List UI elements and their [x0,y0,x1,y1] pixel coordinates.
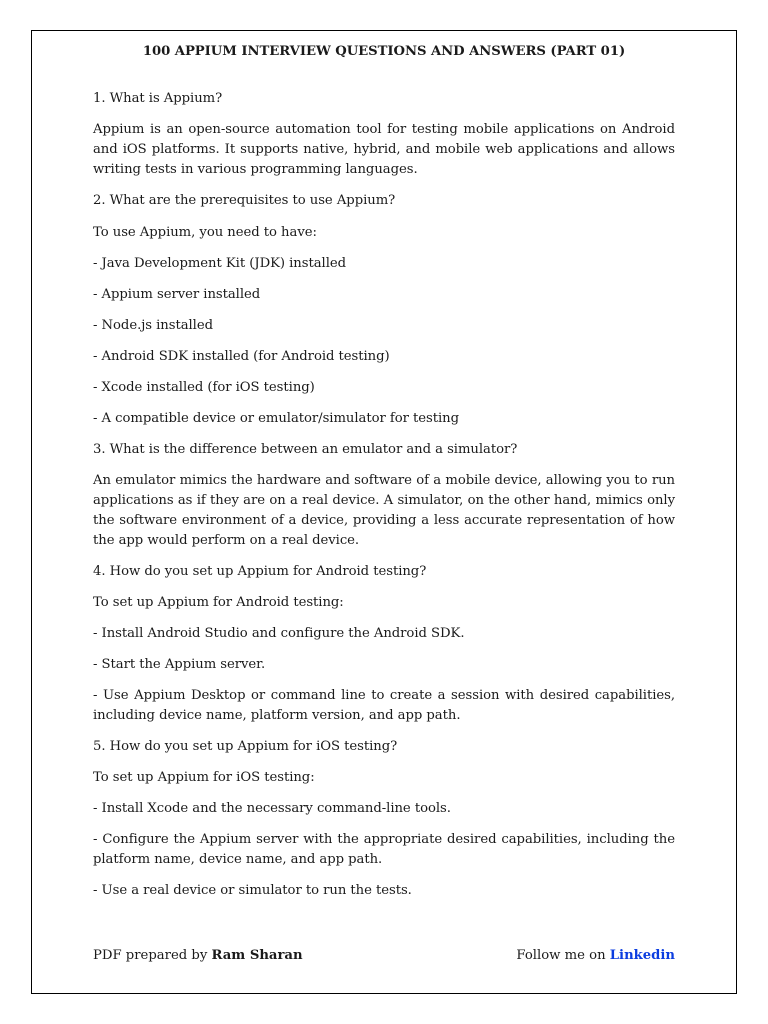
answer-3: An emulator mimics the hardware and software of a mobile device, allowing you to run applications as if they are on a real device. A simulator, on the other hand, mimics only the software environment of a device, providing a less accurate representation of how the app would perform on a real device. [93,473,675,548]
footer-prepared-label: PDF prepared by [93,948,212,963]
list-item: - Android SDK installed (for Android testing) [93,349,390,364]
footer-follow-label: Follow me on [516,948,610,963]
list-item: - Use Appium Desktop or command line to create a session with desired capabilities, including device name, platform version, and app path. [93,688,675,723]
question-4: 4. How do you set up Appium for Android testing? [93,564,427,579]
question-2: 2. What are the prerequisites to use Appium? [93,193,396,208]
list-item: - Use a real device or simulator to run the tests. [93,883,412,898]
footer-follow [516,946,675,966]
question-1: 1. What is Appium? [93,91,223,106]
answer-1: Appium is an open-source automation tool for testing mobile applications on Android and iOS platforms. It supports native, hybrid, and mobile web applications and allows writing tests in various programming languages. [93,122,675,177]
list-item: - Xcode installed (for iOS testing) [93,380,315,395]
answer-5-intro: To set up Appium for iOS testing: [93,770,315,785]
list-item: - Appium server installed [93,287,261,302]
author-name: Ram Sharan [211,948,303,963]
list-item: - Configure the Appium server with the appropriate desired capabilities, including the platform name, device name, and app path. [93,832,675,867]
list-item: - Install Android Studio and configure the Android SDK. [93,626,465,641]
list-item: - Install Xcode and the necessary command-line tools. [93,801,451,816]
list-item: - Start the Appium server. [93,657,266,672]
footer-credit [93,946,303,966]
list-item: - Java Development Kit (JDK) installed [93,256,347,271]
linkedin-link[interactable]: Linkedin [609,948,675,963]
question-5: 5. How do you set up Appium for iOS testing? [93,739,398,754]
question-3: 3. What is the difference between an emulator and a simulator? [93,442,518,457]
answer-4-intro: To set up Appium for Android testing: [93,595,344,610]
document-body [93,40,675,901]
document-title: 100 APPIUM INTERVIEW QUESTIONS AND ANSWERS (PART 01) [142,44,626,59]
list-item: - A compatible device or emulator/simulator for testing [93,411,459,426]
answer-2-intro: To use Appium, you need to have: [93,225,317,240]
list-item: - Node.js installed [93,318,213,333]
